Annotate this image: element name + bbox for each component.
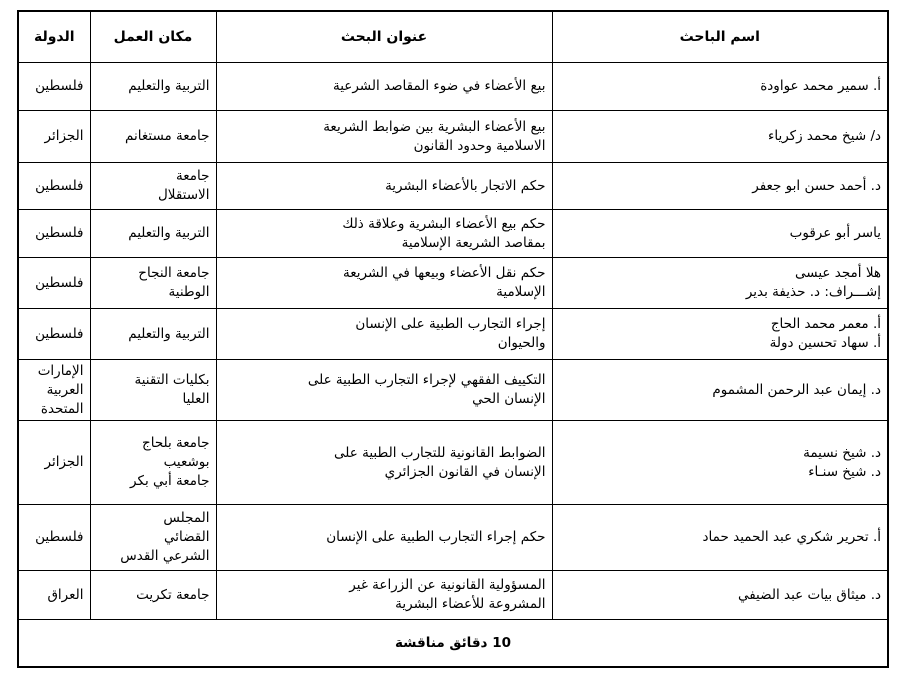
researcher-name: د. شيخ سنـاء xyxy=(808,463,881,480)
country-line: العراق xyxy=(47,586,84,603)
workplace-line: بوشعيب xyxy=(163,454,210,470)
country-cell xyxy=(18,505,90,571)
workplace-cell xyxy=(90,258,216,309)
country-line: فلسطين xyxy=(35,274,84,291)
country-cell xyxy=(18,421,90,505)
title-line: بمقاصد الشريعة الإسلامية xyxy=(401,234,546,251)
researcher-name: د. أحمد حسن ابو جعفر xyxy=(752,177,881,194)
researcher-cell xyxy=(552,505,888,571)
title-line: المشروعة للأعضاء البشرية xyxy=(395,596,546,612)
country-line: فلسطين xyxy=(35,325,84,342)
researcher-name: إشـــراف: د. حذيفة بدير xyxy=(745,284,881,300)
title-cell xyxy=(216,210,552,258)
workplace-line: المجلس xyxy=(163,510,210,526)
country-line: فلسطين xyxy=(35,529,84,545)
researcher-name: أ. تحرير شكري عبد الحميد حماد xyxy=(702,529,881,545)
country-cell xyxy=(18,163,90,210)
researcher-cell xyxy=(552,421,888,505)
table-row xyxy=(18,258,888,309)
title-line: الإنسان في القانون الجزائري xyxy=(384,463,546,480)
workplace-line: بكليات التقنية xyxy=(134,372,210,388)
table-row xyxy=(18,360,888,421)
workplace-line: جامعة xyxy=(176,168,210,184)
workplace-line: جامعة النجاح xyxy=(138,265,210,281)
title-line: حكم الاتجار بالأعضاء البشرية xyxy=(385,177,546,194)
title-cell xyxy=(216,63,552,111)
researcher-name: أ. سهاد تحسين دولة xyxy=(769,335,881,351)
table-row xyxy=(18,63,888,111)
title-line: الإنسان الحي xyxy=(472,391,546,407)
table-body xyxy=(18,63,888,620)
title-line: الإسلامية xyxy=(496,284,546,300)
title-cell xyxy=(216,111,552,163)
researcher-name: أ. معمر محمد الحاج xyxy=(770,316,881,332)
country-cell xyxy=(18,571,90,620)
title-cell xyxy=(216,360,552,421)
discussion-note: 10 دقائق مناقشة xyxy=(18,620,888,668)
researcher-name: د. إيمان عبد الرحمن المشموم xyxy=(712,381,881,398)
researcher-cell xyxy=(552,163,888,210)
workplace-line: الشرعي القدس xyxy=(120,548,210,564)
title-line: الضوابط القانونية للتجارب الطبية على xyxy=(334,444,546,461)
researcher-cell xyxy=(552,360,888,421)
country-cell xyxy=(18,111,90,163)
footer-row xyxy=(18,620,888,668)
researcher-cell xyxy=(552,571,888,620)
workplace-cell xyxy=(90,210,216,258)
workplace-line: العليا xyxy=(182,391,210,407)
researcher-name: د. ميثاق بيات عبد الضيفي xyxy=(737,586,881,603)
workplace-cell xyxy=(90,505,216,571)
researcher-cell xyxy=(552,63,888,111)
country-cell xyxy=(18,258,90,309)
researcher-name: ياسر أبو عرقوب xyxy=(789,225,881,241)
workplace-line: القضائي xyxy=(163,529,210,545)
title-line: إجراء التجارب الطبية على الإنسان xyxy=(355,316,546,332)
workplace-line: التربية والتعليم xyxy=(128,78,210,94)
title-line: حكم إجراء التجارب الطبية على الإنسان xyxy=(326,529,546,545)
workplace-cell xyxy=(90,360,216,421)
header-country: الدولة xyxy=(18,11,90,63)
table-row xyxy=(18,111,888,163)
workplace-cell xyxy=(90,421,216,505)
workplace-cell xyxy=(90,163,216,210)
title-line: والحيوان xyxy=(497,335,546,351)
header-row xyxy=(18,11,888,63)
table-row xyxy=(18,421,888,505)
workplace-line: جامعة أبي بكر xyxy=(130,473,210,489)
country-line: الجزائر xyxy=(44,128,84,144)
country-cell xyxy=(18,63,90,111)
workplace-cell xyxy=(90,63,216,111)
table-row xyxy=(18,163,888,210)
researcher-name: هلا أمجد عيسى xyxy=(795,265,881,281)
researcher-name: د. شيخ نسيمة xyxy=(803,444,881,461)
researcher-cell xyxy=(552,210,888,258)
title-cell xyxy=(216,571,552,620)
workplace-cell xyxy=(90,571,216,620)
country-line: الجزائر xyxy=(44,454,84,470)
title-cell xyxy=(216,163,552,210)
header-title: عنوان البحث xyxy=(216,11,552,63)
table-row xyxy=(18,571,888,620)
header-researcher: اسم الباحث xyxy=(552,11,888,63)
research-schedule-table xyxy=(17,10,889,668)
title-line: بيع الأعضاء في ضوء المقاصد الشرعية xyxy=(332,78,546,94)
country-line: فلسطين xyxy=(35,225,84,241)
sessions-document xyxy=(17,10,887,666)
workplace-line: جامعة مستغانم xyxy=(125,128,210,144)
title-line: بيع الأعضاء البشرية بين ضوابط الشريعة xyxy=(323,118,546,135)
table-row xyxy=(18,505,888,571)
country-cell xyxy=(18,360,90,421)
title-line: حكم بيع الأعضاء البشرية وعلاقة ذلك xyxy=(342,215,546,232)
workplace-line: الوطنية xyxy=(168,284,210,300)
researcher-cell xyxy=(552,309,888,360)
table-row xyxy=(18,210,888,258)
workplace-line: التربية والتعليم xyxy=(128,325,210,342)
researcher-name: أ. سمير محمد عواودة xyxy=(760,78,881,94)
country-line: المتحدة xyxy=(40,400,84,417)
title-cell xyxy=(216,258,552,309)
title-line: الاسلامية وحدود القانون xyxy=(413,137,546,154)
country-cell xyxy=(18,309,90,360)
workplace-cell xyxy=(90,309,216,360)
workplace-line: جامعة بلحاج xyxy=(142,435,210,451)
researcher-cell xyxy=(552,111,888,163)
header-workplace: مكان العمل xyxy=(90,11,216,63)
country-line: فلسطين xyxy=(35,78,84,94)
researcher-cell xyxy=(552,258,888,309)
country-cell xyxy=(18,210,90,258)
table-row xyxy=(18,309,888,360)
title-line: التكييف الفقهي لإجراء التجارب الطبية على xyxy=(307,372,546,388)
title-line: المسؤولية القانونية عن الزراعة غير xyxy=(349,577,546,593)
title-cell xyxy=(216,505,552,571)
country-line: العربية xyxy=(46,381,84,398)
workplace-line: التربية والتعليم xyxy=(128,225,210,241)
title-cell xyxy=(216,421,552,505)
workplace-line: الاستقلال xyxy=(157,187,210,203)
title-cell xyxy=(216,309,552,360)
country-line: الإمارات xyxy=(37,362,84,379)
researcher-name: د/ شيخ محمد زكرياء xyxy=(768,128,881,144)
workplace-cell xyxy=(90,111,216,163)
title-line: حكم نقل الأعضاء وبيعها في الشريعة xyxy=(343,265,546,281)
workplace-line: جامعة تكريت xyxy=(136,586,210,603)
country-line: فلسطين xyxy=(35,177,84,194)
